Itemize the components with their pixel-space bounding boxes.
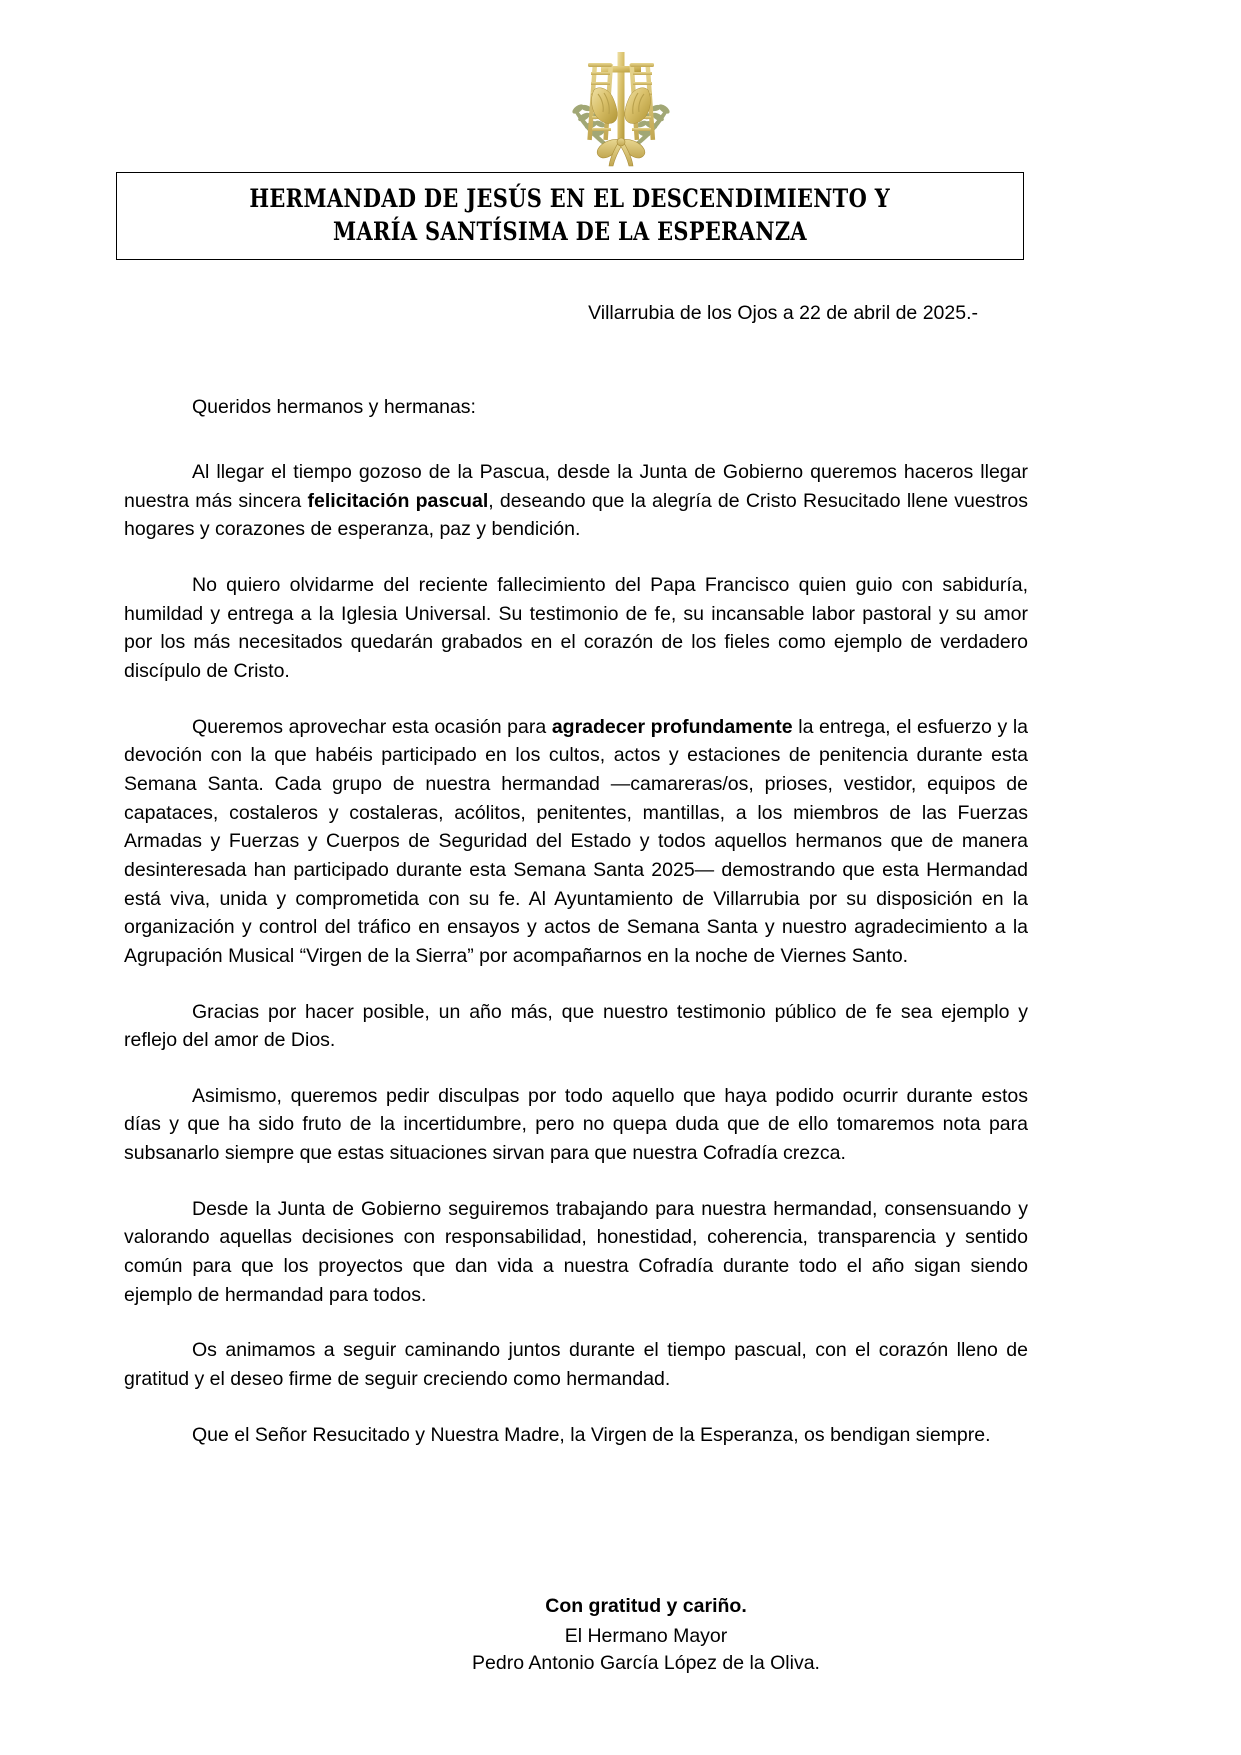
emblem-container [0,46,1241,171]
p3-bold: agradecer profundamente [551,715,793,738]
paragraph-8: Que el Señor Resucitado y Nuestra Madre, la Virgen de la Esperanza, os bendigan siempre. [192,1423,991,1446]
paragraph-3 [124,713,1028,971]
p3-after: la entrega, el esfuerzo y la devoción con la que habéis participado en los cultos, actos y estaciones de penitencia durante esta Semana Santa. Cada grupo de nuestra hermandad —camareras/os, prioses, vestidor, equipos de capataces, costaleros y costaleras, acólitos, penitentes, mantillas, a los miembros de las Fuerzas Armadas y Fuerzas y Cuerpos de Seguridad del Estado y todos aquellos hermanos que de manera desinteresada han participado durante esta Semana Santa 2025— demostrando que esta Hermandad está viva, unida y comprometida con su fe. Al Ayuntamiento de Villarrubia por su disposición en la organización y control del tráfico en ensayos y actos de Semana Santa y nuestro agradecimiento a la Agrupación Musical “Virgen de la Sierra” por acompañarnos en la noche de Viernes Santo. [124,715,1029,967]
paragraph-7: Os animamos a seguir caminando juntos durante el tiempo pascual, con el corazón lleno de gratitud y el deseo firme de seguir creciendo como hermandad. [124,1339,1028,1391]
paragraph-6: Desde la Junta de Gobierno seguiremos trabajando para nuestra hermandad, consensuando y valorando aquellas decisiones con responsabilidad, honestidad, coherencia, transparencia y sentido común para que los proyectos que dan vida a nuestra Cofradía durante todo el año sigan siendo ejemplo de hermandad para todos. [124,1197,1028,1306]
greeting-line: Queridos hermanos y hermanas: [192,396,476,419]
paragraph-1 [124,458,1028,544]
p1-after: , deseando que la alegría de Cristo Resucitado llene vuestros hogares y corazones de esperanza, paz y bendición. [124,489,1028,541]
brotherhood-emblem-icon [546,46,696,171]
signature-closing: Con gratitud y cariño. [545,1595,747,1617]
signature-block [124,1593,1028,1678]
header-title-line-2: MARÍA SANTÍSIMA DE LA ESPERANZA [333,217,807,247]
signature-role: El Hermano Mayor [564,1624,728,1647]
paragraph-4: Gracias por hacer posible, un año más, que nuestro testimonio público de fe sea ejemplo y reflejo del amor de Dios. [124,1000,1028,1052]
p1-bold: felicitación pascual [307,489,489,512]
header-title-line-1: HERMANDAD DE JESÚS EN EL DESCENDIMIENTO Y [249,184,891,215]
paragraph-5: Asimismo, queremos pedir disculpas por todo aquello que haya podido ocurrir durante estos días y que ha sido fruto de la incertidumbre, pero no quepa duda que de ello tomaremos nota para subsanarlo siempre que estas situaciones sirvan para que nuestra Cofradía crezca. [124,1084,1028,1165]
p1-before: Al llegar el tiempo gozoso de la Pascua, desde la Junta de Gobierno queremos haceros llegar nuestra más sincera [124,461,1028,512]
p3-before: Queremos aprovechar esta ocasión para [192,715,552,738]
header-title-box [116,172,1024,260]
letter-body [124,300,1028,1475]
date-line: Villarrubia de los Ojos a 22 de abril de 2025.- [588,302,978,324]
signature-name: Pedro Antonio García López de la Oliva. [472,1652,820,1675]
paragraph-2: No quiero olvidarme del reciente fallecimiento del Papa Francisco quien guio con sabiduría, humildad y entrega a la Iglesia Universal. Su testimonio de fe, su incansable labor pastoral y su amor por los más necesitados quedarán grabados en el corazón de los fieles como ejemplo de verdadero discípulo de Cristo. [124,573,1028,682]
